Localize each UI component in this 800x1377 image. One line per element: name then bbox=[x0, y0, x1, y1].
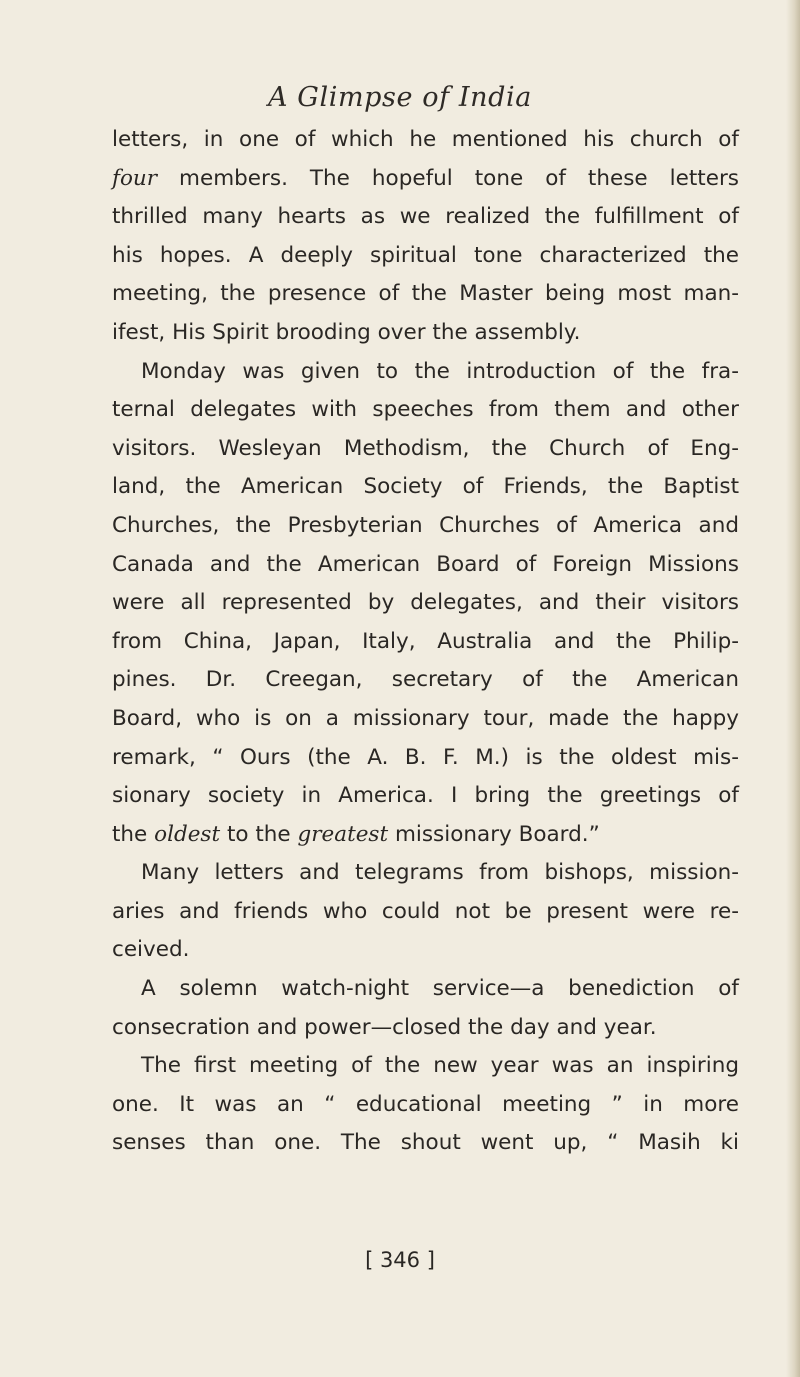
page-number: [ 346 ] bbox=[365, 1248, 435, 1272]
text-line: Many letters and telegrams from bishops, mission- bbox=[141, 860, 739, 886]
text-line: senses than one. The shout went up, “ Masih ki bbox=[112, 1130, 739, 1156]
text-line: consecration and power—closed the day and year. bbox=[112, 1014, 657, 1040]
text-line: aries and friends who could not be present were re- bbox=[112, 898, 739, 924]
text-line: were all represented by delegates, and their visitors bbox=[112, 590, 739, 616]
text-line: Monday was given to the introduction of the fra- bbox=[141, 358, 739, 384]
text-line: ternal delegates with speeches from them and other bbox=[112, 397, 739, 423]
text-line: meeting, the presence of the Master being most man- bbox=[112, 281, 739, 307]
text-line: four members. The hopeful tone of these letters bbox=[112, 165, 739, 191]
text-line: letters, in one of which he mentioned his church of bbox=[112, 127, 739, 152]
page-edge-shadow bbox=[786, 0, 800, 1377]
text-line: the oldest to the greatest missionary Board.” bbox=[112, 821, 600, 847]
text-line: remark, “ Ours (the A. B. F. M.) is the oldest mis- bbox=[112, 744, 739, 770]
text-line: one. It was an “ educational meeting ” in more bbox=[112, 1091, 739, 1117]
text-line: Canada and the American Board of Foreign Missions bbox=[112, 551, 739, 577]
text-line: A solemn watch-night service—a benediction of bbox=[141, 976, 739, 1002]
text-line: land, the American Society of Friends, the Baptist bbox=[112, 474, 739, 500]
running-head: A Glimpse of India bbox=[268, 82, 532, 113]
body-text bbox=[112, 121, 739, 1163]
text-line: ceived. bbox=[112, 937, 190, 963]
text-line: his hopes. A deeply spiritual tone characterized the bbox=[112, 242, 739, 268]
italic-word: greatest bbox=[297, 821, 389, 847]
text-line: thrilled many hearts as we realized the fulfillment of bbox=[112, 204, 739, 230]
text-line: Churches, the Presbyterian Churches of America and bbox=[112, 512, 739, 538]
text-line: ifest, His Spirit brooding over the assembly. bbox=[112, 319, 581, 345]
text-line: from China, Japan, Italy, Australia and the Philip- bbox=[112, 628, 739, 654]
text-line: Board, who is on a missionary tour, made the happy bbox=[112, 705, 739, 731]
italic-word: oldest bbox=[154, 821, 221, 847]
text-line: pines. Dr. Creegan, secretary of the American bbox=[112, 667, 739, 693]
text-line: The first meeting of the new year was an inspiring bbox=[141, 1053, 739, 1079]
text-line: visitors. Wesleyan Methodism, the Church of Eng- bbox=[112, 435, 739, 461]
text-line: sionary society in America. I bring the greetings of bbox=[112, 783, 739, 809]
italic-word: four bbox=[112, 165, 158, 191]
